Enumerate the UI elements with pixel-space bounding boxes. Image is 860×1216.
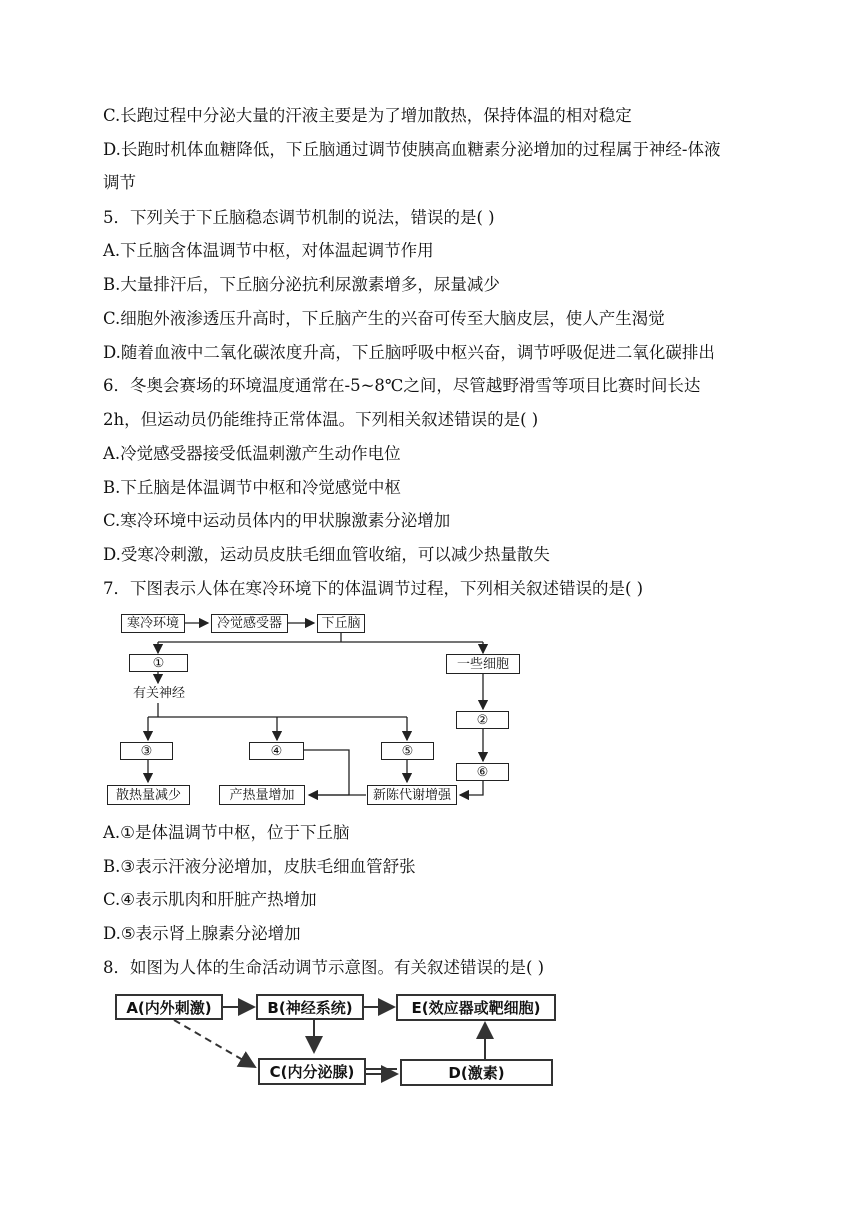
box-heat-loss-decrease: 散热量减少 — [107, 785, 190, 805]
box-metabolism-enhanced: 新陈代谢增强 — [367, 785, 457, 805]
option-b: B.③表示汗液分泌增加，皮肤毛细血管舒张 — [103, 857, 416, 876]
box-4: ④ — [249, 742, 304, 760]
box-b-nervous-system: B(神经系统) — [256, 994, 364, 1020]
question-6-cont: 2h，但运动员仍能维持正常体温。下列相关叙述错误的是( ) — [103, 410, 539, 429]
option-b: B.大量排汗后，下丘脑分泌抗利尿激素增多，尿量减少 — [103, 275, 500, 294]
option-d: D.受寒冷刺激，运动员皮肤毛细血管收缩，可以减少热量散失 — [103, 545, 550, 564]
box-d-hormone: D(激素) — [400, 1059, 553, 1086]
text-line: C.长跑过程中分泌大量的汗液主要是为了增加散热，保持体温的相对稳定 — [103, 106, 632, 125]
box-a-stimuli: A(内外刺激) — [115, 994, 223, 1020]
box-c-endocrine-gland: C(内分泌腺) — [258, 1058, 366, 1085]
text-line: D.长跑时机体血糖降低，下丘脑通过调节使胰高血糖素分泌增加的过程属于神经-体液 — [103, 140, 721, 159]
option-c: C.④表示肌肉和肝脏产热增加 — [103, 890, 317, 909]
box-cold-environment: 寒冷环境 — [121, 614, 185, 633]
box-1: ① — [129, 654, 188, 672]
box-6: ⑥ — [456, 763, 509, 781]
box-hypothalamus: 下丘脑 — [317, 614, 365, 633]
question-8: 8．如图为人体的生命活动调节示意图。有关叙述错误的是( ) — [103, 958, 545, 977]
question-7: 7．下图表示人体在寒冷环境下的体温调节过程，下列相关叙述错误的是( ) — [103, 579, 644, 598]
box-cold-receptor: 冷觉感受器 — [211, 614, 288, 633]
option-a: A.①是体温调节中枢，位于下丘脑 — [103, 823, 350, 842]
text-line: 调节 — [103, 173, 136, 192]
box-3: ③ — [120, 742, 173, 760]
box-some-cells: 一些细胞 — [446, 654, 520, 674]
option-d: D.⑤表示肾上腺素分泌增加 — [103, 924, 301, 943]
question-6: 6．冬奥会赛场的环境温度通常在-5~8℃之间，尽管越野滑雪等项目比赛时间长达 — [103, 376, 701, 395]
option-a: A.下丘脑含体温调节中枢，对体温起调节作用 — [103, 241, 434, 260]
option-d: D.随着血液中二氧化碳浓度升高，下丘脑呼吸中枢兴奋，调节呼吸促进二氧化碳排出 — [103, 343, 715, 362]
option-c: C.细胞外液渗透压升高时，下丘脑产生的兴奋可传至大脑皮层，使人产生渴觉 — [103, 309, 665, 328]
box-e-effector: E(效应器或靶细胞) — [396, 994, 556, 1021]
question-5: 5．下列关于下丘脑稳态调节机制的说法，错误的是( ) — [103, 208, 495, 227]
option-a: A.冷觉感受器接受低温刺激产生动作电位 — [103, 444, 401, 463]
option-b: B.下丘脑是体温调节中枢和冷觉感觉中枢 — [103, 478, 401, 497]
label-related-nerves: 有关神经 — [121, 684, 197, 703]
box-heat-production-increase: 产热量增加 — [219, 785, 305, 805]
box-2: ② — [456, 711, 509, 729]
box-5: ⑤ — [381, 742, 434, 760]
option-c: C.寒冷环境中运动员体内的甲状腺激素分泌增加 — [103, 511, 451, 530]
